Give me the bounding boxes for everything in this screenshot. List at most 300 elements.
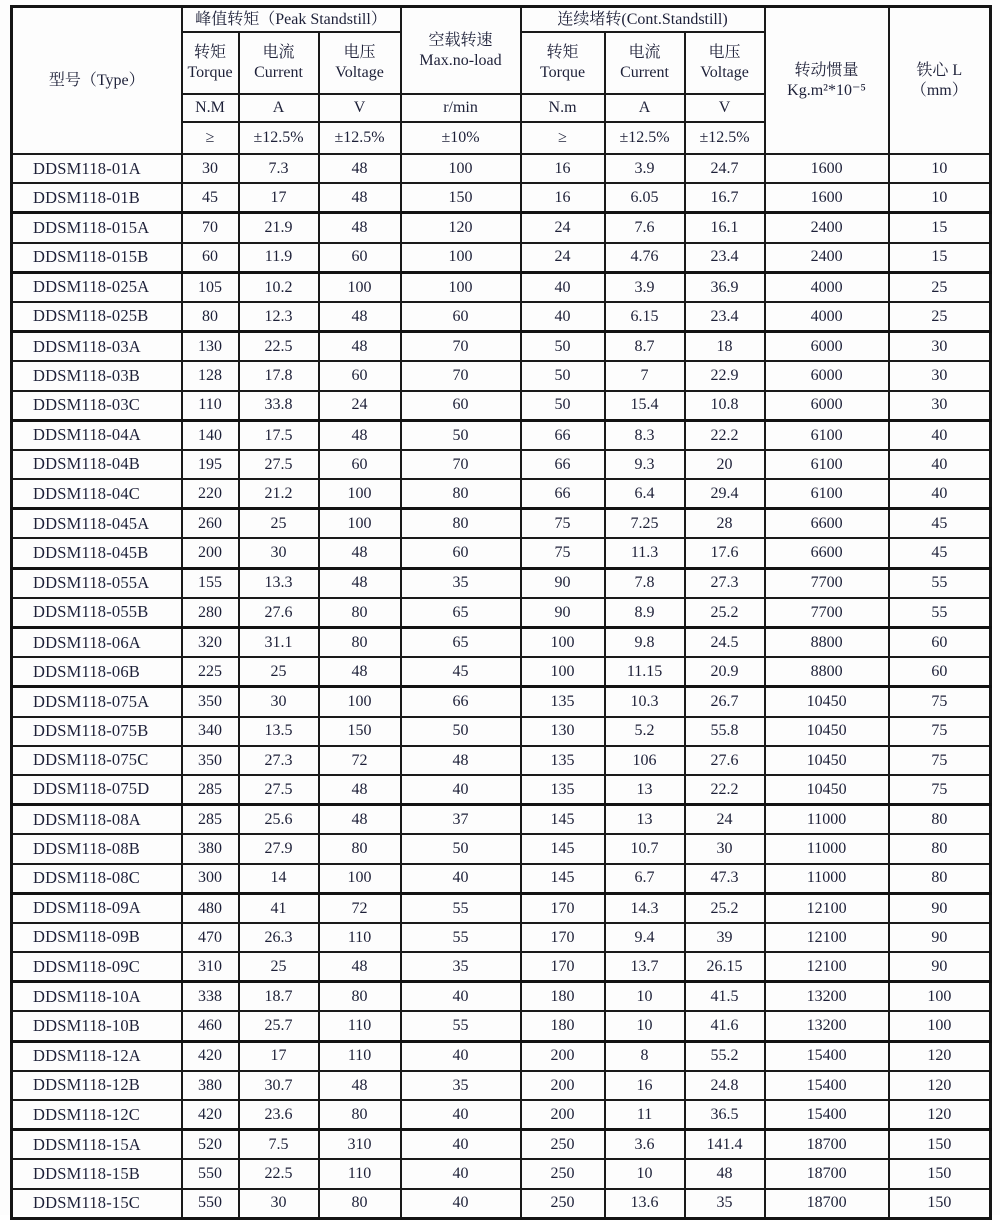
value-cell: 1600 [765,183,889,213]
value-cell: 480 [182,893,239,923]
value-cell: 6000 [765,391,889,421]
value-cell: 27.5 [239,775,319,805]
value-cell: 100 [319,687,401,717]
value-cell: 320 [182,628,239,658]
value-cell: 15 [889,243,991,273]
value-cell: 70 [401,361,521,390]
rotor-inertia-label-cn: 转动惯量 [794,61,859,79]
value-cell: 15.4 [605,391,685,421]
value-cell: 60 [889,657,991,687]
value-cell: 27.5 [239,450,319,479]
value-cell: 55.8 [685,717,765,746]
value-cell: 80 [889,834,991,863]
table-row [12,775,991,805]
tolerance-peak-current: ±12.5% [239,122,319,154]
value-cell: 150 [401,183,521,213]
value-cell: 100 [319,864,401,894]
value-cell: 75 [889,687,991,717]
value-cell: 60 [319,243,401,273]
value-cell: 66 [521,479,605,509]
value-cell: 12100 [765,893,889,923]
value-cell: 141.4 [685,1130,765,1160]
value-cell: 17.8 [239,361,319,390]
cont-standstill-group-header: 连续堵转(Cont.Standstill) [521,7,765,33]
value-cell: 150 [889,1130,991,1160]
value-cell: 31.1 [239,628,319,658]
value-cell: 48 [319,538,401,568]
value-cell: 17.5 [239,420,319,450]
value-cell: 24 [521,213,605,243]
value-cell: 18.7 [239,982,319,1012]
header-group-row [12,7,991,33]
model-cell: DDSM118-09A [12,893,182,923]
value-cell: 10 [605,1011,685,1041]
value-cell: 11.3 [605,538,685,568]
table-row [12,1041,991,1071]
value-cell: 225 [182,657,239,687]
value-cell: 30.7 [239,1071,319,1100]
model-cell: DDSM118-045B [12,538,182,568]
value-cell: 65 [401,628,521,658]
value-cell: 18700 [765,1130,889,1160]
value-cell: 18700 [765,1159,889,1188]
cont-voltage-label-en: Voltage [700,64,749,81]
value-cell: 39 [685,923,765,952]
value-cell: 50 [521,332,605,362]
value-cell: 23.4 [685,302,765,332]
value-cell: 35 [401,952,521,982]
value-cell: 7.6 [605,213,685,243]
value-cell: 10450 [765,775,889,805]
value-cell: 13 [605,805,685,835]
value-cell: 8.7 [605,332,685,362]
value-cell: 1600 [765,154,889,183]
value-cell: 65 [401,598,521,628]
value-cell: 80 [319,834,401,863]
value-cell: 380 [182,1071,239,1100]
value-cell: 22.9 [685,361,765,390]
noload-speed-header [401,7,521,95]
value-cell: 7.8 [605,568,685,598]
table-row [12,450,991,479]
value-cell: 13200 [765,982,889,1012]
value-cell: 55 [401,893,521,923]
value-cell: 12.3 [239,302,319,332]
value-cell: 90 [889,952,991,982]
model-cell: DDSM118-15A [12,1130,182,1160]
value-cell: 200 [521,1100,605,1130]
value-cell: 6600 [765,509,889,539]
unit-cont-current: A [605,94,685,122]
value-cell: 100 [889,982,991,1012]
value-cell: 22.5 [239,1159,319,1188]
table-row [12,1071,991,1100]
value-cell: 30 [889,391,991,421]
model-cell: DDSM118-08C [12,864,182,894]
value-cell: 3.9 [605,272,685,302]
table-row [12,746,991,775]
model-cell: DDSM118-03A [12,332,182,362]
value-cell: 26.3 [239,923,319,952]
model-cell: DDSM118-15B [12,1159,182,1188]
value-cell: 105 [182,272,239,302]
peak-voltage-header [319,32,401,94]
value-cell: 21.9 [239,213,319,243]
value-cell: 128 [182,361,239,390]
value-cell: 7.3 [239,154,319,183]
model-cell: DDSM118-055A [12,568,182,598]
value-cell: 55 [401,1011,521,1041]
value-cell: 45 [889,509,991,539]
value-cell: 48 [319,952,401,982]
value-cell: 280 [182,598,239,628]
value-cell: 10450 [765,687,889,717]
value-cell: 16.7 [685,183,765,213]
value-cell: 350 [182,746,239,775]
value-cell: 4.76 [605,243,685,273]
value-cell: 35 [401,1071,521,1100]
value-cell: 15 [889,213,991,243]
table-row [12,687,991,717]
value-cell: 16 [521,154,605,183]
iron-core-unit: （mm） [910,81,968,99]
value-cell: 25 [239,657,319,687]
value-cell: 25.2 [685,893,765,923]
value-cell: 155 [182,568,239,598]
type-column-header: 型号（Type） [12,7,182,155]
value-cell: 10 [889,183,991,213]
value-cell: 310 [319,1130,401,1160]
model-cell: DDSM118-09B [12,923,182,952]
value-cell: 110 [319,1159,401,1188]
peak-current-header [239,32,319,94]
value-cell: 27.3 [239,746,319,775]
value-cell: 14 [239,864,319,894]
table-row [12,361,991,390]
noload-speed-label-en: Max.no-load [419,51,502,69]
value-cell: 200 [521,1041,605,1071]
value-cell: 100 [401,154,521,183]
table-row [12,332,991,362]
value-cell: 60 [401,302,521,332]
value-cell: 150 [889,1189,991,1219]
value-cell: 120 [889,1071,991,1100]
table-row [12,302,991,332]
value-cell: 350 [182,687,239,717]
value-cell: 16.1 [685,213,765,243]
value-cell: 15400 [765,1100,889,1130]
value-cell: 75 [889,746,991,775]
value-cell: 40 [401,775,521,805]
value-cell: 40 [401,982,521,1012]
model-cell: DDSM118-06B [12,657,182,687]
value-cell: 170 [521,923,605,952]
value-cell: 10 [889,154,991,183]
value-cell: 26.15 [685,952,765,982]
model-cell: DDSM118-045A [12,509,182,539]
value-cell: 340 [182,717,239,746]
table-row [12,243,991,273]
value-cell: 50 [401,717,521,746]
model-cell: DDSM118-03C [12,391,182,421]
value-cell: 90 [889,893,991,923]
value-cell: 13.5 [239,717,319,746]
rotor-inertia-unit: Kg.m²*10⁻⁵ [787,81,866,99]
peak-standstill-group-header: 峰值转矩（Peak Standstill） [182,7,401,33]
value-cell: 24.8 [685,1071,765,1100]
model-cell: DDSM118-12B [12,1071,182,1100]
value-cell: 8800 [765,657,889,687]
value-cell: 30 [239,1189,319,1219]
value-cell: 72 [319,893,401,923]
value-cell: 80 [319,1189,401,1219]
value-cell: 25 [239,509,319,539]
value-cell: 3.6 [605,1130,685,1160]
value-cell: 24 [521,243,605,273]
value-cell: 7 [605,361,685,390]
model-cell: DDSM118-08B [12,834,182,863]
value-cell: 20 [685,450,765,479]
spec-table [10,5,992,1220]
peak-current-label-en: Current [254,64,303,81]
peak-torque-label-en: Torque [187,64,233,81]
value-cell: 66 [521,450,605,479]
value-cell: 75 [889,775,991,805]
value-cell: 8800 [765,628,889,658]
cont-torque-header [521,32,605,94]
value-cell: 40 [521,272,605,302]
model-cell: DDSM118-03B [12,361,182,390]
value-cell: 170 [521,893,605,923]
value-cell: 6100 [765,479,889,509]
value-cell: 6000 [765,332,889,362]
value-cell: 48 [319,568,401,598]
value-cell: 8.3 [605,420,685,450]
value-cell: 11.15 [605,657,685,687]
value-cell: 195 [182,450,239,479]
value-cell: 7700 [765,598,889,628]
value-cell: 110 [182,391,239,421]
table-row [12,864,991,894]
value-cell: 100 [401,272,521,302]
model-cell: DDSM118-08A [12,805,182,835]
value-cell: 110 [319,923,401,952]
value-cell: 10 [605,982,685,1012]
value-cell: 25 [239,952,319,982]
value-cell: 60 [182,243,239,273]
value-cell: 41 [239,893,319,923]
value-cell: 80 [319,628,401,658]
value-cell: 100 [319,479,401,509]
unit-peak-current: A [239,94,319,122]
value-cell: 40 [889,420,991,450]
value-cell: 27.6 [685,746,765,775]
value-cell: 48 [319,775,401,805]
model-cell: DDSM118-055B [12,598,182,628]
value-cell: 48 [319,154,401,183]
value-cell: 90 [521,568,605,598]
table-row [12,952,991,982]
value-cell: 45 [401,657,521,687]
value-cell: 30 [239,538,319,568]
value-cell: 20.9 [685,657,765,687]
value-cell: 60 [319,450,401,479]
model-cell: DDSM118-06A [12,628,182,658]
value-cell: 40 [401,864,521,894]
value-cell: 80 [319,1100,401,1130]
value-cell: 13 [605,775,685,805]
value-cell: 22.2 [685,775,765,805]
value-cell: 80 [182,302,239,332]
value-cell: 30 [685,834,765,863]
value-cell: 75 [889,717,991,746]
value-cell: 55.2 [685,1041,765,1071]
value-cell: 48 [319,1071,401,1100]
value-cell: 420 [182,1100,239,1130]
value-cell: 110 [319,1011,401,1041]
table-row [12,1159,991,1188]
unit-cont-voltage: V [685,94,765,122]
value-cell: 60 [401,538,521,568]
spec-table-body [12,154,991,1218]
value-cell: 17.6 [685,538,765,568]
model-cell: DDSM118-075C [12,746,182,775]
value-cell: 220 [182,479,239,509]
peak-torque-label-cn: 转矩 [193,44,226,62]
model-cell: DDSM118-075B [12,717,182,746]
value-cell: 48 [319,657,401,687]
table-row [12,183,991,213]
tolerance-cont-torque: ≥ [521,122,605,154]
value-cell: 25 [889,272,991,302]
table-row [12,628,991,658]
value-cell: 6000 [765,361,889,390]
value-cell: 6.05 [605,183,685,213]
value-cell: 47.3 [685,864,765,894]
value-cell: 12100 [765,923,889,952]
value-cell: 70 [401,332,521,362]
value-cell: 55 [889,568,991,598]
peak-voltage-label-cn: 电压 [343,44,376,62]
value-cell: 25.6 [239,805,319,835]
value-cell: 100 [401,243,521,273]
unit-peak-voltage: V [319,94,401,122]
value-cell: 50 [521,361,605,390]
value-cell: 41.5 [685,982,765,1012]
table-row [12,213,991,243]
value-cell: 6600 [765,538,889,568]
value-cell: 66 [521,420,605,450]
value-cell: 150 [319,717,401,746]
value-cell: 15400 [765,1071,889,1100]
value-cell: 40 [401,1130,521,1160]
value-cell: 170 [521,952,605,982]
model-cell: DDSM118-10B [12,1011,182,1041]
value-cell: 60 [319,361,401,390]
model-cell: DDSM118-15C [12,1189,182,1219]
value-cell: 6100 [765,420,889,450]
value-cell: 28 [685,509,765,539]
value-cell: 11000 [765,834,889,863]
value-cell: 35 [685,1189,765,1219]
table-row [12,272,991,302]
value-cell: 48 [319,183,401,213]
value-cell: 135 [521,775,605,805]
value-cell: 80 [319,598,401,628]
value-cell: 90 [521,598,605,628]
value-cell: 13.7 [605,952,685,982]
value-cell: 5.2 [605,717,685,746]
value-cell: 10 [605,1159,685,1188]
table-row [12,923,991,952]
value-cell: 200 [521,1071,605,1100]
value-cell: 22.5 [239,332,319,362]
table-row [12,834,991,863]
value-cell: 145 [521,864,605,894]
table-row [12,982,991,1012]
value-cell: 75 [521,538,605,568]
value-cell: 9.4 [605,923,685,952]
value-cell: 18 [685,332,765,362]
value-cell: 16 [605,1071,685,1100]
value-cell: 36.9 [685,272,765,302]
cont-current-header [605,32,685,94]
value-cell: 80 [401,509,521,539]
value-cell: 460 [182,1011,239,1041]
value-cell: 48 [319,302,401,332]
rotor-inertia-header [765,7,889,155]
value-cell: 145 [521,834,605,863]
value-cell: 285 [182,775,239,805]
value-cell: 15400 [765,1041,889,1071]
value-cell: 40 [889,479,991,509]
value-cell: 550 [182,1189,239,1219]
unit-noload-speed: r/min [401,94,521,122]
value-cell: 48 [319,213,401,243]
model-cell: DDSM118-10A [12,982,182,1012]
value-cell: 26.7 [685,687,765,717]
value-cell: 27.6 [239,598,319,628]
value-cell: 4000 [765,272,889,302]
value-cell: 10.2 [239,272,319,302]
value-cell: 29.4 [685,479,765,509]
value-cell: 40 [889,450,991,479]
value-cell: 80 [889,805,991,835]
value-cell: 50 [401,834,521,863]
value-cell: 13.3 [239,568,319,598]
value-cell: 2400 [765,213,889,243]
value-cell: 120 [401,213,521,243]
value-cell: 11000 [765,805,889,835]
value-cell: 55 [401,923,521,952]
value-cell: 14.3 [605,893,685,923]
value-cell: 285 [182,805,239,835]
value-cell: 10.8 [685,391,765,421]
model-cell: DDSM118-01A [12,154,182,183]
value-cell: 40 [401,1189,521,1219]
value-cell: 24 [319,391,401,421]
value-cell: 30 [889,361,991,390]
value-cell: 550 [182,1159,239,1188]
value-cell: 80 [889,864,991,894]
value-cell: 8 [605,1041,685,1071]
value-cell: 50 [401,420,521,450]
value-cell: 150 [889,1159,991,1188]
value-cell: 55 [889,598,991,628]
value-cell: 200 [182,538,239,568]
value-cell: 75 [521,509,605,539]
value-cell: 40 [521,302,605,332]
